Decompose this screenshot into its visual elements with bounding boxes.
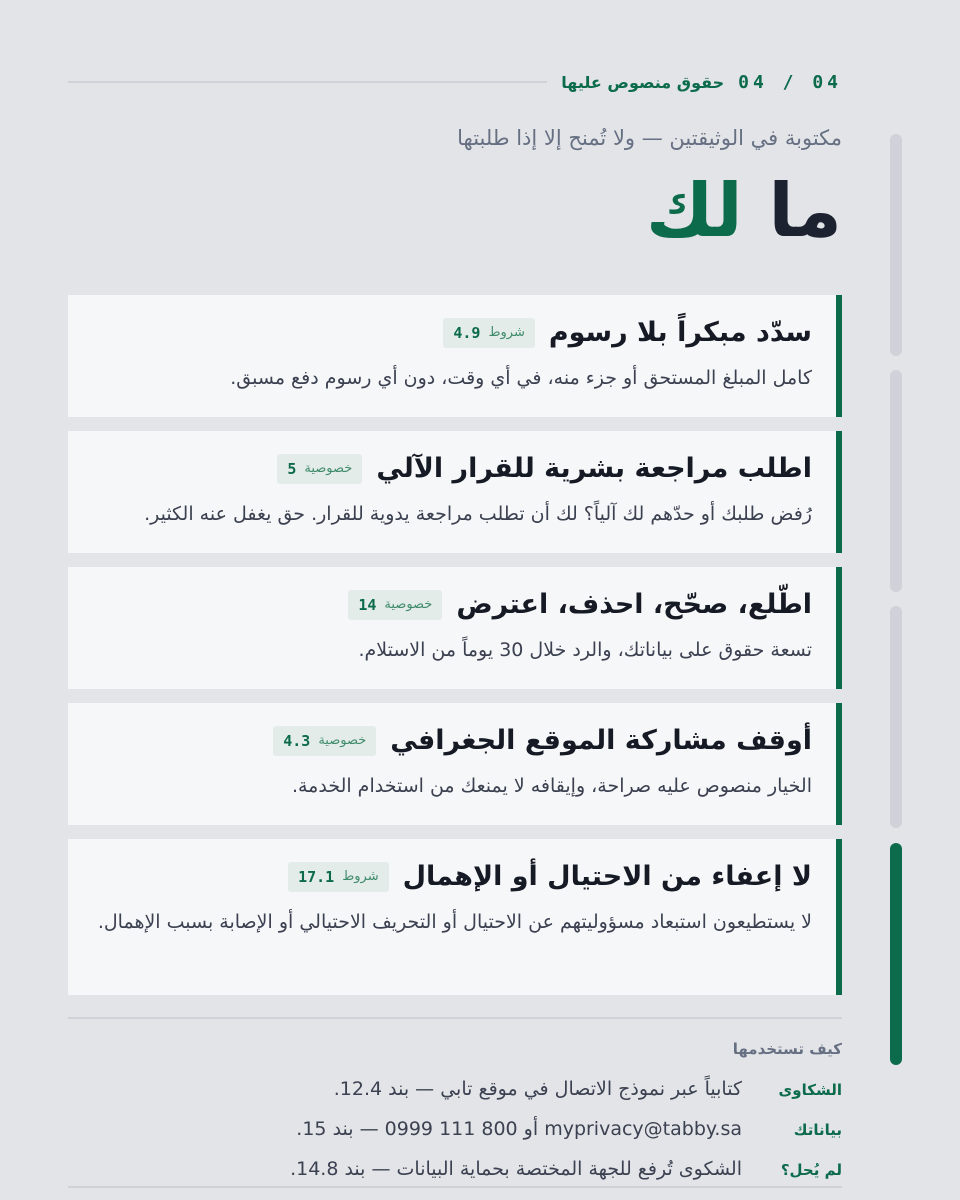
- card-title: سدّد مبكراً بلا رسوم: [548, 317, 812, 348]
- bottom-divider: [68, 1186, 842, 1188]
- card-header: [92, 317, 812, 348]
- card-title: اطّلع، صحّح، احذف، اعترض: [456, 589, 812, 620]
- badge-clause: 14: [358, 595, 377, 614]
- how-to-text: الشكوى تُرفع للجهة المختصة بحماية البيانات — بند 14.8.: [290, 1158, 742, 1180]
- badge-clause: 5: [287, 459, 297, 478]
- how-to-text: كتابياً عبر نموذج الاتصال في موقع تابي — بند 12.4.: [333, 1078, 742, 1100]
- reference-badge: [348, 590, 442, 620]
- progress-segment-1[interactable]: [890, 134, 902, 356]
- card-header: [92, 453, 812, 484]
- badge-document: خصوصية: [318, 733, 367, 748]
- how-to-row-complaints: [68, 1078, 842, 1112]
- right-card: [68, 839, 842, 995]
- card-description: رُفض طلبك أو حدّهم لك آلياً؟ لك أن تطلب مراجعة يدوية للقرار. حق يغفل عنه الكثير.: [144, 503, 812, 525]
- reference-badge: [277, 454, 362, 484]
- right-card: [68, 431, 842, 553]
- how-to-label: لم يُحل؟: [780, 1161, 842, 1179]
- card-description: لا يستطيعون استبعاد مسؤوليتهم عن الاحتيال أو التحريف الاحتيالي أو الإصابة بسبب الإهمال.: [97, 911, 812, 933]
- section-progress-rail: [890, 0, 902, 1200]
- right-card: [68, 295, 842, 417]
- card-description: تسعة حقوق على بياناتك، والرد خلال 30 يوماً من الاستلام.: [358, 639, 812, 661]
- card-header: [92, 725, 812, 756]
- right-card: [68, 703, 842, 825]
- section-counter: 04 / 04: [738, 71, 842, 93]
- page-title: [68, 156, 842, 266]
- progress-segment-3[interactable]: [890, 606, 902, 828]
- card-header: [92, 861, 812, 892]
- section-name: حقوق منصوص عليها: [561, 72, 725, 92]
- title-accent: لك: [645, 168, 743, 254]
- footer-divider: [68, 1017, 842, 1019]
- card-title: أوقف مشاركة الموقع الجغرافي: [390, 725, 812, 756]
- card-description: كامل المبلغ المستحق أو جزء منه، في أي وقت، دون أي رسوم دفع مسبق.: [230, 367, 812, 389]
- how-to-label: الشكاوى: [778, 1081, 842, 1099]
- how-to-row-data: [68, 1118, 842, 1152]
- how-to-label: بياناتك: [793, 1121, 842, 1139]
- card-title: اطلب مراجعة بشرية للقرار الآلي: [376, 453, 812, 484]
- right-card: [68, 567, 842, 689]
- card-header: [92, 589, 812, 620]
- badge-document: خصوصية: [384, 597, 433, 612]
- badge-clause: 4.3: [283, 731, 311, 750]
- progress-segment-4-active[interactable]: [890, 843, 902, 1065]
- badge-document: شروط: [342, 869, 379, 884]
- how-to-text-contact: myprivacy@tabby.sa أو 800 111 0999 — بند 15.: [296, 1118, 742, 1140]
- progress-segment-2[interactable]: [890, 370, 902, 592]
- reference-badge: [273, 726, 376, 756]
- badge-document: خصوصية: [304, 461, 353, 476]
- badge-clause: 4.9: [453, 323, 481, 342]
- card-description: الخيار منصوص عليه صراحة، وإيقافه لا يمنعك من استخدام الخدمة.: [291, 775, 812, 797]
- how-to-use-heading: كيف تستخدمها: [732, 1040, 842, 1058]
- reference-badge: [288, 862, 389, 892]
- section-header: [68, 70, 842, 94]
- card-title: لا إعفاء من الاحتيال أو الإهمال: [402, 861, 812, 892]
- title-main: ما: [768, 168, 842, 254]
- badge-clause: 17.1: [298, 867, 335, 886]
- badge-document: شروط: [488, 325, 525, 340]
- header-divider: [68, 81, 547, 83]
- page-subtitle: مكتوبة في الوثيقتين — ولا تُمنح إلا إذا طلبتها: [457, 126, 842, 150]
- reference-badge: [443, 318, 534, 348]
